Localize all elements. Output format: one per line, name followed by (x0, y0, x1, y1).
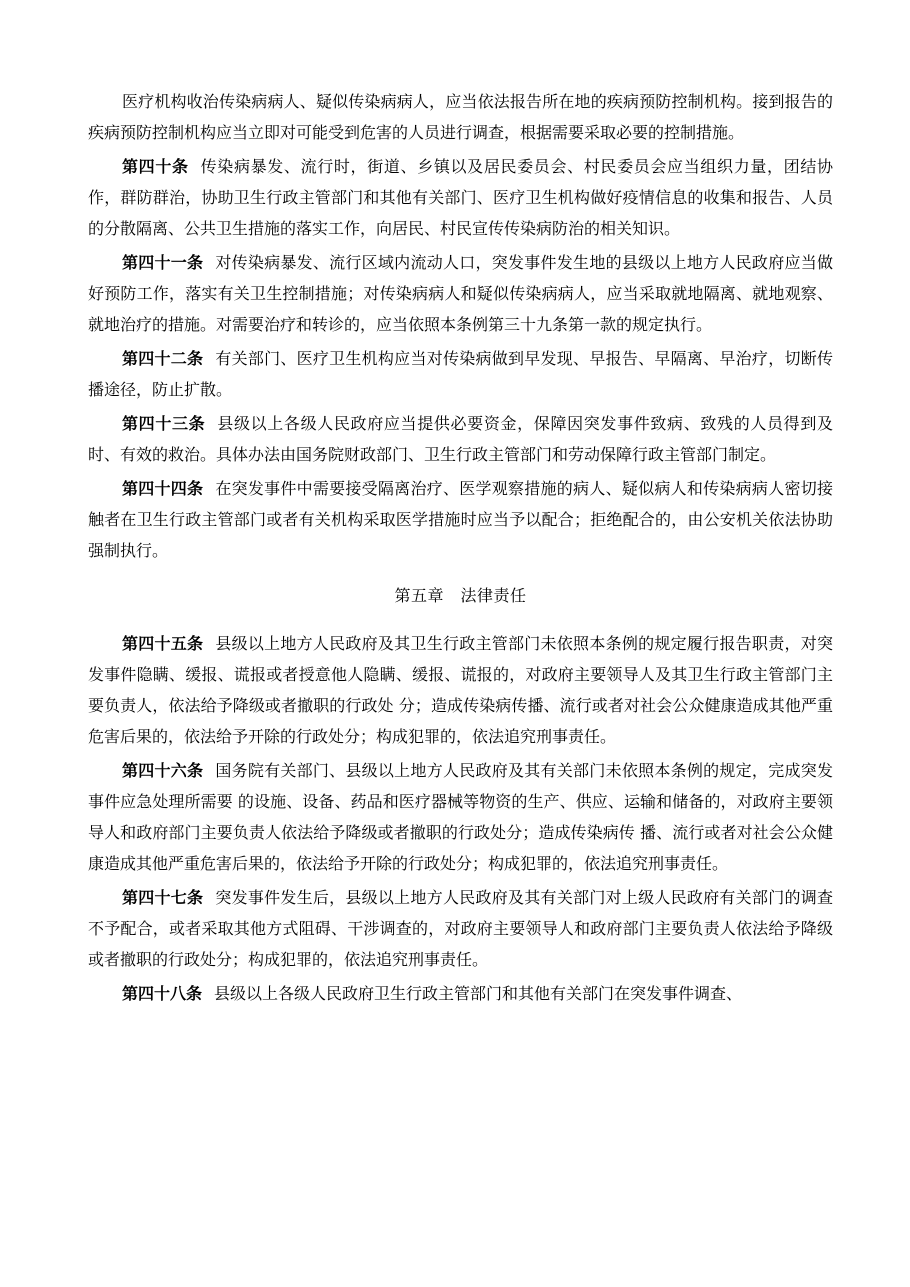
paragraph-continuation (88, 86, 833, 148)
paragraph-article-46 (88, 755, 833, 879)
article-number: 第四十六条 (122, 761, 204, 780)
article-text: 医疗机构收治传染病病人、疑似传染病病人，应当依法报告所在地的疾病预防控制机构。接到报告的疾病预防控制机构应当立即对可能受到危害的人员进行调查，根据需要采取必要的控制措施。 (88, 92, 833, 142)
paragraph-article-42 (88, 343, 833, 405)
article-text: 县级以上各级人民政府应当提供必要资金，保障因突发事件致病、致残的人员得到及时、有效的救治。具体办法由国务院财政部门、卫生行政主管部门和劳动保障行政主管部门制定。 (88, 414, 833, 464)
article-number: 第四十八条 (122, 984, 203, 1003)
chapter-heading: 第五章 法律责任 (394, 586, 527, 605)
paragraphs-before (88, 86, 833, 566)
paragraph-article-43 (88, 408, 833, 470)
article-number: 第四十四条 (122, 479, 204, 498)
article-number: 第四十一条 (122, 253, 204, 272)
article-text: 县级以上地方人民政府及其卫生行政主管部门未依照本条例的规定履行报告职责，对突发事件隐瞒、缓报、谎报或者授意他人隐瞒、缓报、谎报的，对政府主要领导人及其卫生行政主管部门主要负责人，依法给予降级或者撤职的行政处 分；造成传染病传播、流行或者对社会公众健康造成其他严重危害后果的，依法给予开除的行政处分；构成犯罪的，依法追究刑事责任。 (88, 634, 833, 746)
article-text: 传染病暴发、流行时，街道、乡镇以及居民委员会、村民委员会应当组织力量，团结协作，群防群治，协助卫生行政主管部门和其他有关部门、医疗卫生机构做好疫情信息的收集和报告、人员的分散隔离、公共卫生措施的落实工作，向居民、村民宣传传染病防治的相关知识。 (88, 157, 833, 238)
article-text: 有关部门、医疗卫生机构应当对传染病做到早发现、早报告、早隔离、早治疗，切断传播途径，防止扩散。 (88, 349, 833, 399)
paragraphs-after (88, 628, 833, 1009)
article-text: 在突发事件中需要接受隔离治疗、医学观察措施的病人、疑似病人和传染病病人密切接触者在卫生行政主管部门或者有关机构采取医学措施时应当予以配合；拒绝配合的，由公安机关依法协助强制执行。 (88, 479, 833, 560)
article-text: 国务院有关部门、县级以上地方人民政府及其有关部门未依照本条例的规定，完成突发事件应急处理所需要 的设施、设备、药品和医疗器械等物资的生产、供应、运输和储备的，对政府主要领导人和政府部门主要负责人依法给予降级或者撤职的行政处分；造成传染病传 播、流行或者对社会公众健康造成其他严重危害后果的，依法给予开除的行政处分；构成犯罪的，依法追究刑事责任。 (88, 761, 833, 873)
article-text: 对传染病暴发、流行区域内流动人口，突发事件发生地的县级以上地方人民政府应当做好预防工作，落实有关卫生控制措施；对传染病病人和疑似传染病病人，应当采取就地隔离、就地观察、就地治疗的措施。对需要治疗和转诊的，应当依照本条例第三十九条第一款的规定执行。 (88, 253, 833, 334)
article-number: 第四十五条 (122, 634, 204, 653)
paragraph-article-41 (88, 247, 833, 340)
article-number: 第四十七条 (122, 888, 204, 907)
article-text: 突发事件发生后，县级以上地方人民政府及其有关部门对上级人民政府有关部门的调查不予配合，或者采取其他方式阻碍、干涉调查的，对政府主要领导人和政府部门主要负责人依法给予降级或者撤职的行政处分；构成犯罪的，依法追究刑事责任。 (88, 888, 833, 969)
article-number: 第四十条 (122, 157, 189, 176)
paragraph-article-40 (88, 151, 833, 244)
paragraph-article-48 (88, 978, 833, 1009)
paragraph-article-45 (88, 628, 833, 752)
paragraph-article-44 (88, 473, 833, 566)
article-number: 第四十三条 (122, 414, 206, 433)
article-text: 县级以上各级人民政府卫生行政主管部门和其他有关部门在突发事件调查、 (214, 984, 743, 1003)
article-number: 第四十二条 (122, 349, 204, 368)
document-page (88, 86, 833, 1012)
paragraph-article-47 (88, 882, 833, 975)
